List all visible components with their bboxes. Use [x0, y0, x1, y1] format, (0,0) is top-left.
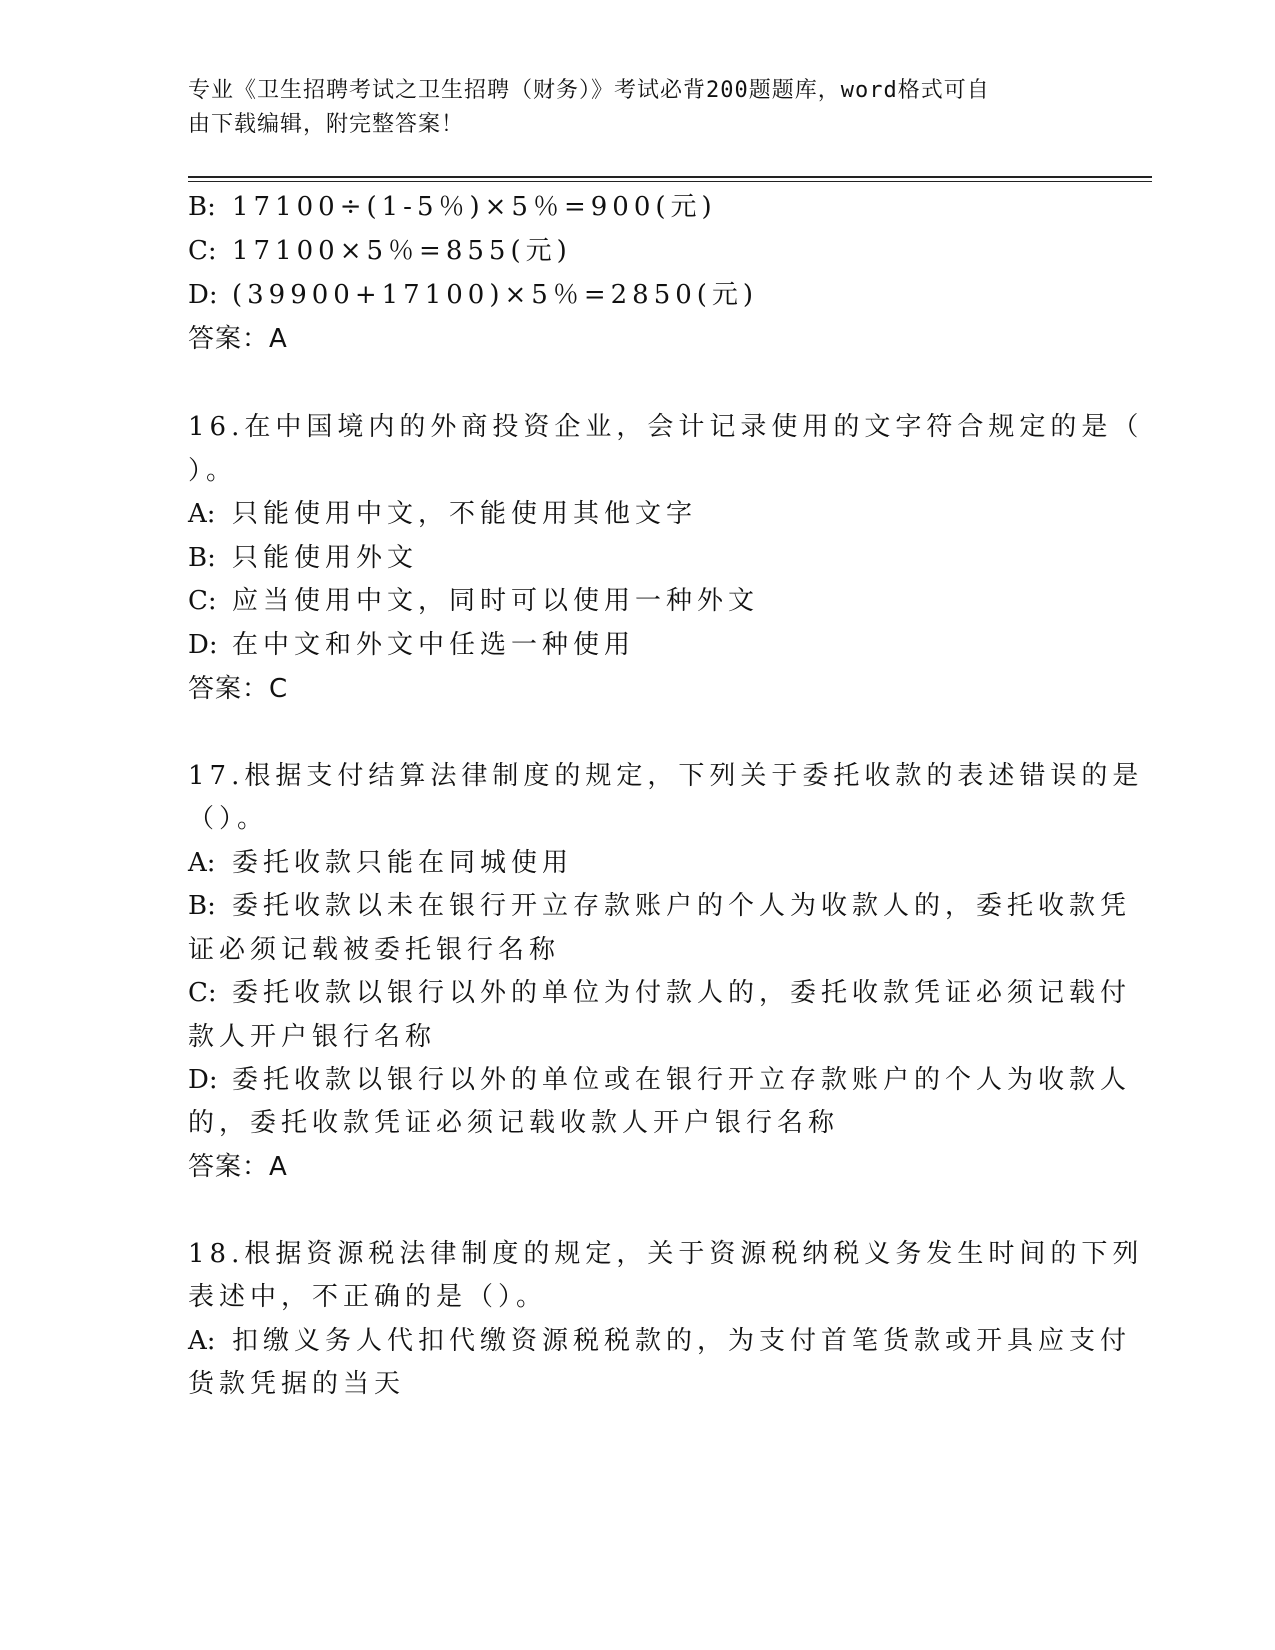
header-divider-thick	[188, 176, 1152, 178]
q17-option-c	[188, 972, 1131, 1009]
option-key: C:	[188, 978, 217, 1008]
q17-option-b-continued: 证必须记载被委托银行名称	[188, 935, 561, 965]
q17-option-d	[188, 1059, 1131, 1096]
option-key: B:	[188, 543, 216, 573]
header-title-line-2: 由下载编辑，附完整答案！	[188, 112, 465, 137]
header-title-line-1: 专业《卫生招聘考试之卫生招聘（财务）》考试必背200题题库，word格式可自	[188, 78, 990, 103]
q17-option-d-continued: 的，委托收款凭证必须记载收款人开户银行名称	[188, 1108, 840, 1138]
q18-option-a	[188, 1320, 1131, 1357]
option-text: 委托收款以未在银行开立存款账户的个人为收款人的，委托收款凭	[232, 891, 1132, 921]
q18-option-a-continued: 货款凭据的当天	[188, 1369, 406, 1399]
option-text: 只能使用外文	[232, 543, 419, 573]
q17-stem-line-2: （）。	[188, 804, 269, 834]
prev-option-b	[188, 186, 717, 223]
q18-stem-line-2: 表述中，不正确的是（）。	[188, 1282, 548, 1312]
option-key: B:	[188, 192, 216, 222]
option-text: (39900+17100)×5％=2850(元)	[232, 280, 759, 310]
option-text: 委托收款只能在同城使用	[232, 848, 574, 878]
q17-answer: 答案：A	[188, 1152, 288, 1182]
header-divider-thin	[188, 181, 1152, 182]
q16-answer: 答案：C	[188, 674, 289, 704]
option-key: D:	[188, 630, 218, 660]
option-text: 扣缴义务人代扣代缴资源税税款的，为支付首笔货款或开具应支付	[232, 1326, 1132, 1356]
option-key: C:	[188, 236, 217, 266]
option-text: 委托收款以银行以外的单位或在银行开立存款账户的个人为收款人	[232, 1065, 1132, 1095]
option-key: A:	[188, 1326, 216, 1356]
q16-option-c	[188, 580, 759, 617]
q16-option-b	[188, 537, 418, 574]
q16-option-d	[188, 624, 635, 661]
option-key: B:	[188, 891, 216, 921]
option-text: 17100÷(1-5％)×5％=900(元)	[232, 192, 717, 222]
option-key: D:	[188, 1065, 218, 1095]
option-key: A:	[188, 848, 216, 878]
q17-option-b	[188, 885, 1131, 922]
option-key: D:	[188, 280, 218, 310]
option-text: 只能使用中文，不能使用其他文字	[232, 499, 698, 529]
prev-answer: 答案：A	[188, 324, 288, 354]
q16-stem-line-1: 16.在中国境内的外商投资企业，会计记录使用的文字符合规定的是（	[188, 412, 1144, 442]
option-key: C:	[188, 586, 217, 616]
option-text: 应当使用中文，同时可以使用一种外文	[232, 586, 760, 616]
q16-option-a	[188, 493, 697, 530]
prev-option-c	[188, 230, 572, 267]
option-text: 17100×5％=855(元)	[232, 236, 572, 266]
q17-option-a	[188, 842, 573, 879]
option-text: 委托收款以银行以外的单位为付款人的，委托收款凭证必须记载付	[232, 978, 1132, 1008]
q17-option-c-continued: 款人开户银行名称	[188, 1022, 437, 1052]
q16-stem-line-2: ）。	[188, 456, 238, 486]
option-key: A:	[188, 499, 216, 529]
document-header	[188, 74, 1068, 142]
q18-stem-line-1: 18.根据资源税法律制度的规定，关于资源税纳税义务发生时间的下列	[188, 1239, 1144, 1269]
prev-option-d	[188, 274, 758, 311]
q17-stem-line-1: 17.根据支付结算法律制度的规定，下列关于委托收款的表述错误的是	[188, 761, 1144, 791]
option-text: 在中文和外文中任选一种使用	[232, 630, 636, 660]
